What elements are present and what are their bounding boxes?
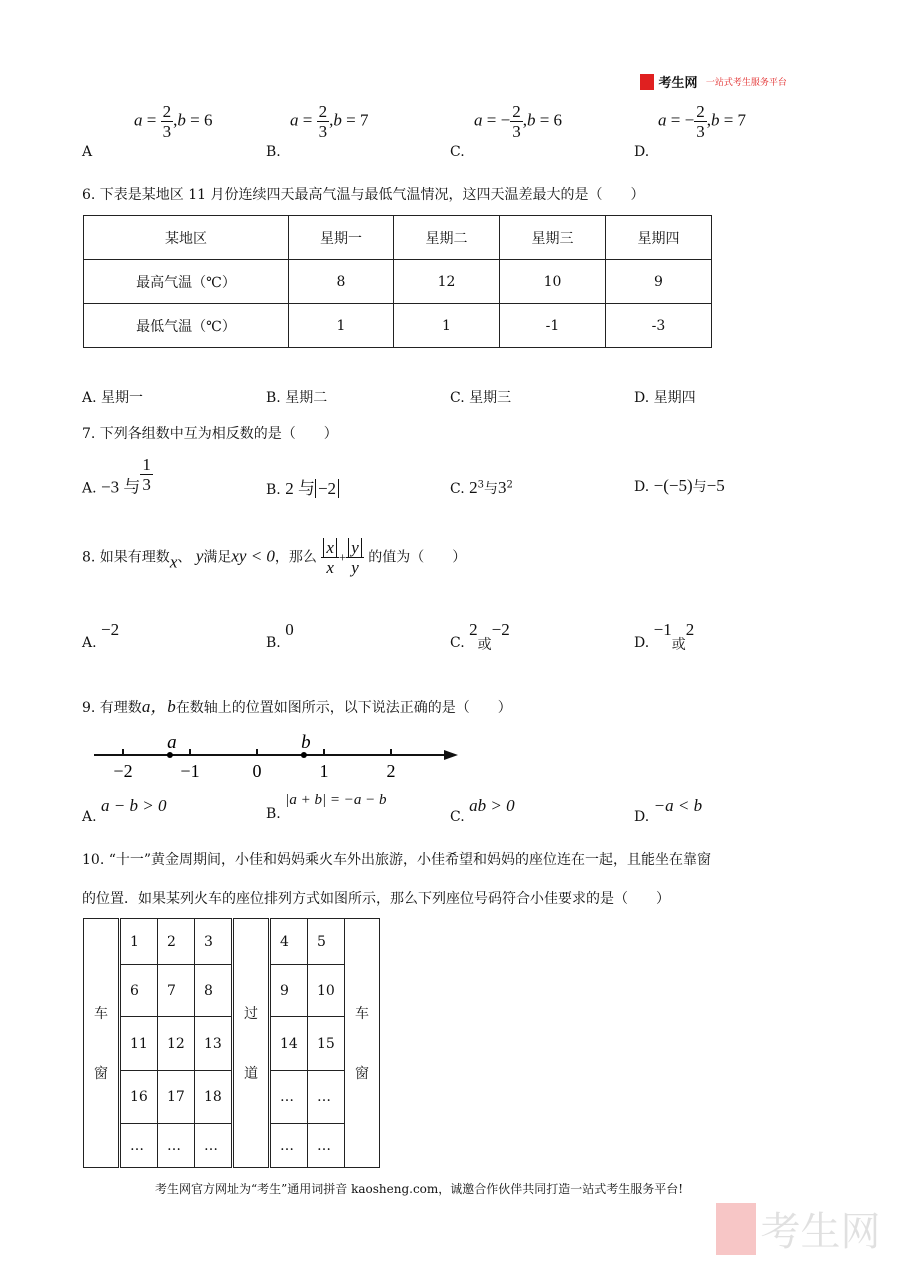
seat-number: 12 — [158, 1017, 195, 1071]
table-row — [84, 260, 712, 304]
axis-arrow-icon — [444, 750, 458, 760]
seat-layout-table — [83, 918, 380, 1168]
tick-label: −2 — [113, 761, 133, 781]
q6-option-a[interactable]: A. 星期一 — [82, 390, 144, 406]
seat-number: 7 — [158, 965, 195, 1017]
seat-number: 1 — [120, 919, 158, 965]
table-row — [84, 304, 712, 348]
tick-label: 2 — [386, 761, 396, 781]
q5-option-b[interactable]: B.a = $\frac{2}{3}$ ,b = 7 — [266, 102, 369, 160]
tick-label: 0 — [252, 761, 262, 781]
seat-number: 18 — [195, 1071, 233, 1124]
q7-stem: 7. 下列各组数中互为相反数的是（ ） — [82, 426, 338, 442]
table-header: 星期一 — [289, 216, 394, 260]
table-cell: 1 — [289, 304, 394, 348]
label-char: 窗 — [355, 1066, 369, 1082]
aisle-label — [233, 919, 270, 1168]
seat-number: … — [195, 1124, 233, 1168]
seat-number: 16 — [120, 1071, 158, 1124]
seat-number: 8 — [195, 965, 233, 1017]
point-label: a — [167, 732, 177, 753]
table-header-row — [84, 216, 712, 260]
q8-option-d[interactable]: D. −1或2 — [634, 620, 695, 653]
q7-option-c[interactable]: C. $2^3$与$3^2$ — [450, 478, 513, 497]
q5-option-d[interactable]: D.a = − $\frac{2}{3}$ ,b = 7 — [634, 102, 747, 160]
point-label: b — [301, 732, 311, 753]
table-cell: 10 — [500, 260, 606, 304]
window-right-label — [345, 919, 380, 1168]
seat-row — [84, 965, 380, 1017]
seat-number: … — [120, 1124, 158, 1168]
seat-number: 13 — [195, 1017, 233, 1071]
seat-number: 5 — [308, 919, 345, 965]
q9-option-d[interactable]: D. −a < b — [634, 796, 703, 825]
label-char: 车 — [94, 1006, 108, 1022]
watermark-mark-icon — [716, 1203, 756, 1255]
q8-option-a[interactable]: A. −2 — [82, 620, 120, 651]
table-cell: 1 — [394, 304, 500, 348]
watermark-text: 考生网 — [760, 1209, 881, 1255]
label-char: 车 — [355, 1006, 369, 1022]
seat-number: 9 — [270, 965, 308, 1017]
seat-number: 14 — [270, 1017, 308, 1071]
table-header: 某地区 — [84, 216, 289, 260]
tick-label: −1 — [180, 761, 200, 781]
table-cell: -1 — [500, 304, 606, 348]
q8-option-c[interactable]: C. 2或−2 — [450, 620, 510, 653]
watermark-logo — [716, 1200, 880, 1257]
header-logo — [640, 72, 787, 91]
seat-row — [84, 1017, 380, 1071]
seat-number: … — [308, 1124, 345, 1168]
q6-option-d[interactable]: D. 星期四 — [634, 390, 696, 406]
table-cell: 12 — [394, 260, 500, 304]
table-cell: 最低气温（℃） — [84, 304, 289, 348]
q9-option-b[interactable]: B. |a + b| = −a − b — [266, 792, 387, 822]
q7-option-d[interactable]: D. −(−5)与−5 — [634, 476, 725, 495]
table-cell: -3 — [606, 304, 712, 348]
q9-stem: 9. 有理数a，b在数轴上的位置如图所示，以下说法正确的是（ ） — [82, 697, 512, 716]
table-cell: 最高气温（℃） — [84, 260, 289, 304]
tick-label: 1 — [319, 761, 329, 781]
seat-row — [84, 1071, 380, 1124]
q5-option-c[interactable]: C.a = − $\frac{2}{3}$ ,b = 6 — [450, 102, 563, 160]
table-cell: 8 — [289, 260, 394, 304]
q8-option-b[interactable]: B. 0 — [266, 620, 294, 651]
logo-text: 考生网 — [658, 76, 698, 91]
label-char: 道 — [244, 1066, 258, 1082]
seat-row — [84, 919, 380, 965]
q9-option-a[interactable]: A. a − b > 0 — [82, 796, 167, 825]
q7-option-b[interactable]: B. 2 与 −2 — [266, 474, 339, 499]
seat-number: 10 — [308, 965, 345, 1017]
seat-number: 4 — [270, 919, 308, 965]
q10-stem-line1: 10. “十一”黄金周期间，小佳和妈妈乘火车外出旅游，小佳希望和妈妈的座位连在一起，且能坐在靠窗 — [82, 852, 712, 868]
seat-number: 15 — [308, 1017, 345, 1071]
seat-number: … — [270, 1124, 308, 1168]
q7-option-a[interactable]: A. −3 与 $\frac{1}{3}$ — [82, 455, 151, 497]
table-header: 星期四 — [606, 216, 712, 260]
label-char: 过 — [244, 1006, 258, 1022]
window-left-label — [84, 919, 120, 1168]
footer-text: 考生网官方网址为“考生”通用词拼音 kaosheng.com，诚邀合作伙伴共同打造一站式考生服务平台! — [155, 1182, 684, 1196]
seat-number: … — [270, 1071, 308, 1124]
seat-number: … — [308, 1071, 345, 1124]
table-header: 星期三 — [500, 216, 606, 260]
temperature-table — [83, 215, 712, 348]
seat-number: 6 — [120, 965, 158, 1017]
logo-slogan: 一站式考生服务平台 — [705, 78, 787, 88]
q6-option-c[interactable]: C. 星期三 — [450, 390, 512, 406]
label-char: 窗 — [94, 1066, 108, 1082]
q9-option-c[interactable]: C. ab > 0 — [450, 796, 515, 825]
q6-option-b[interactable]: B. 星期二 — [266, 390, 328, 406]
q10-stem-line2: 的位置．如果某列火车的座位排列方式如图所示，那么下列座位号码符合小佳要求的是（ ） — [82, 891, 670, 907]
seat-number: … — [158, 1124, 195, 1168]
q5-option-a[interactable]: Aa = $\frac{2}{3}$ ,b = 6 — [82, 102, 213, 160]
seat-number: 11 — [120, 1017, 158, 1071]
q6-stem: 6. 下表是某地区 11 月份连续四天最高气温与最低气温情况，这四天温差最大的是（ ） — [82, 187, 645, 203]
seat-number: 2 — [158, 919, 195, 965]
seat-number: 3 — [195, 919, 233, 965]
seat-row — [84, 1124, 380, 1168]
table-header: 星期二 — [394, 216, 500, 260]
number-line — [90, 725, 470, 785]
q8-stem: 8. 如果有理数x、 y满足xy < 0，那么 $\frac{x}{x}$ + $\frac{y}{y}$ 的值为（ ） — [82, 538, 467, 577]
table-cell: 9 — [606, 260, 712, 304]
seat-number: 17 — [158, 1071, 195, 1124]
logo-mark-icon — [640, 74, 654, 90]
